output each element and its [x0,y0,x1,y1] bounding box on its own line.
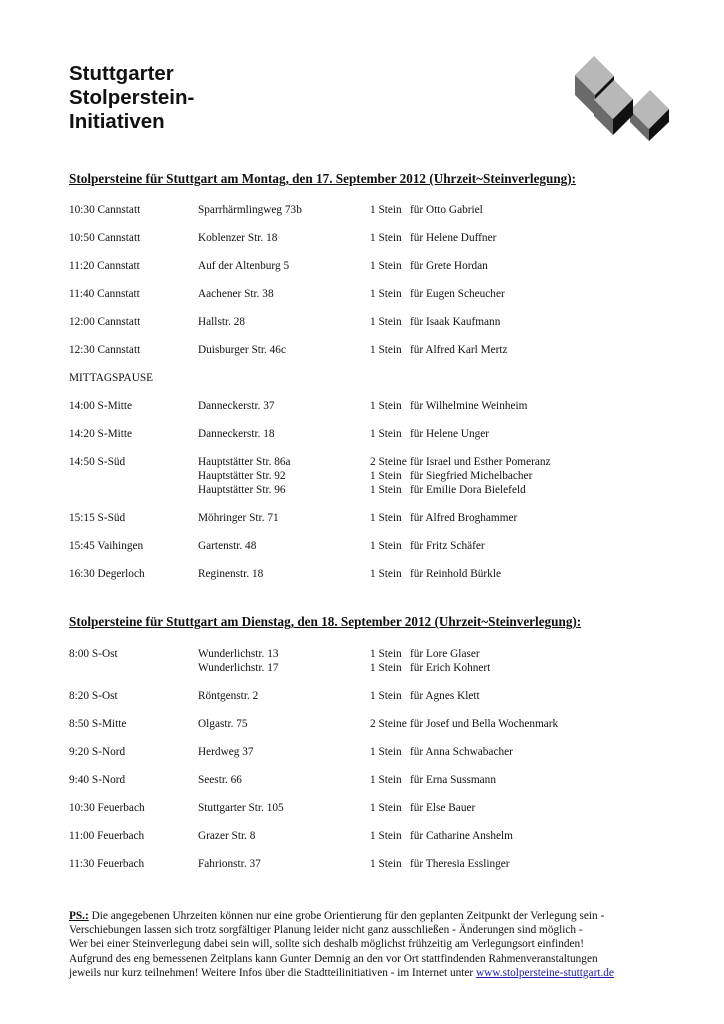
row-time: 9:20 S-Nord [69,746,126,758]
row-time: 11:00 Feuerbach [69,830,145,842]
row-stone-count: 1 Stein [370,316,402,328]
title-line-2: Stolperstein- [69,86,195,109]
schedule-row [69,231,669,245]
schedule-row [69,745,669,759]
row-person: für Otto Gabriel [410,204,483,216]
row-stone-count: 1 Stein [370,568,402,580]
footnote [69,909,669,980]
row-address: Stuttgarter Str. 105 [198,802,284,814]
row-address: Hauptstätter Str. 86a [198,456,291,468]
row-time: 15:15 S-Süd [69,512,126,524]
row-address: Möhringer Str. 71 [198,512,279,524]
row-stone-count: 1 Stein [370,830,402,842]
row-address: Hauptstätter Str. 92 [198,470,286,482]
row-address: Koblenzer Str. 18 [198,232,278,244]
row-stone-count: 1 Stein [370,484,402,496]
footnote-line-5: jeweils nur kurz teilnehmen! Weitere Infos über die Stadtteilinitiativen - im Internet unter [69,966,477,979]
row-time: 10:50 Cannstatt [69,232,141,244]
schedule-row [69,343,669,357]
row-stone-count: 1 Stein [370,540,402,552]
row-address: Seestr. 66 [198,774,242,786]
title-line-3: Initiativen [69,110,165,133]
row-time: 8:20 S-Ost [69,690,118,702]
row-time: 10:30 Feuerbach [69,802,145,814]
row-time: 14:00 S-Mitte [69,400,133,412]
row-stone-count: 1 Stein [370,232,402,244]
schedule-row [69,801,669,815]
lunch-break-row [69,371,669,385]
row-address: Grazer Str. 8 [198,830,256,842]
row-person: für Reinhold Bürkle [410,568,501,580]
schedule-row [69,287,669,301]
schedule-row [69,315,669,329]
row-stone-count: 1 Stein [370,802,402,814]
row-time: 11:20 Cannstatt [69,260,140,272]
row-address: Gartenstr. 48 [198,540,257,552]
row-person: für Agnes Klett [410,690,480,702]
schedule-row [69,427,669,441]
row-stone-count: 1 Stein [370,344,402,356]
schedule-row [69,539,669,553]
schedule-row [69,399,669,413]
row-person: für Erna Sussmann [410,774,496,786]
schedule-row [69,455,669,497]
row-address: Fahrionstr. 37 [198,858,261,870]
row-address: Wunderlichstr. 17 [198,662,279,674]
website-link[interactable]: www.stolpersteine-stuttgart.de [476,966,614,979]
schedule-row [69,829,669,843]
row-stone-count: 1 Stein [370,774,402,786]
schedule-row [69,647,669,675]
footnote-line-2: Verschiebungen lassen sich trotz sorgfältiger Planung leider nicht ganz ausschließen - Änderungen sind möglich - [69,924,583,937]
row-person: für Anna Schwabacher [410,746,513,758]
row-address: Wunderlichstr. 13 [198,648,279,660]
row-stone-count: 1 Stein [370,204,402,216]
row-address: Reginenstr. 18 [198,568,264,580]
row-stone-count: 1 Stein [370,662,402,674]
row-person: für Lore Glaser [410,648,480,660]
row-person: für Siegfried Michelbacher [410,470,533,482]
row-person: für Isaak Kaufmann [410,316,501,328]
row-stone-count: 1 Stein [370,746,402,758]
row-person: für Alfred Broghammer [410,512,518,524]
row-time: 11:30 Feuerbach [69,858,145,870]
row-person: für Theresia Esslinger [410,858,510,870]
row-address: Danneckerstr. 18 [198,428,275,440]
row-address: Röntgenstr. 2 [198,690,259,702]
footnote-line-3: Wer bei einer Steinverlegung dabei sein will, sollte sich deshalb möglichst frühzeitig am Verlegungsort einfinden! [69,938,584,951]
schedule-row [69,511,669,525]
row-time: 11:40 Cannstatt [69,288,140,300]
row-person: für Helene Unger [410,428,490,440]
row-address: Auf der Altenburg 5 [198,260,290,272]
row-address: Hauptstätter Str. 96 [198,484,286,496]
row-person: für Grete Hordan [410,260,488,272]
schedule-row [69,773,669,787]
row-time: 9:40 S-Nord [69,774,126,786]
row-stone-count: 1 Stein [370,470,402,482]
footnote-label: PS.: [69,910,89,922]
row-stone-count: 1 Stein [370,648,402,660]
title-line-1: Stuttgarter [69,62,174,85]
schedule-row [69,857,669,871]
row-person: für Fritz Schäfer [410,540,485,552]
row-time: 8:00 S-Ost [69,648,118,660]
row-address: Duisburger Str. 46c [198,344,286,356]
organization-title [69,62,194,134]
stolperstein-logo-icon [574,55,672,141]
row-stone-count: 1 Stein [370,690,402,702]
row-person: für Helene Duffner [410,232,497,244]
footnote-line-1: Die angegebenen Uhrzeiten können nur eine grobe Orientierung für den geplanten Zeitpunkt der Verlegung sein - [88,910,605,922]
schedule-row [69,203,669,217]
row-person: für Eugen Scheucher [410,288,505,300]
row-address: Olgastr. 75 [198,718,248,730]
row-time: 12:00 Cannstatt [69,316,141,328]
row-stone-count: 2 Steine [370,456,407,468]
row-person: für Wilhelmine Weinheim [410,400,528,412]
row-time: 10:30 Cannstatt [69,204,141,216]
row-person: für Else Bauer [410,802,476,814]
row-person: für Erich Kohnert [410,662,491,674]
row-time: 14:20 S-Mitte [69,428,133,440]
footnote-line-4: Aufgrund des eng bemessenen Zeitplans kann Gunter Demnig an den vor Ort stattfindenden Rahmenveranstaltungen [69,952,598,965]
row-stone-count: 1 Stein [370,858,402,870]
row-stone-count: 1 Stein [370,288,402,300]
row-stone-count: 1 Stein [370,400,402,412]
row-stone-count: 1 Stein [370,512,402,524]
row-stone-count: 1 Stein [370,428,402,440]
row-address: Danneckerstr. 37 [198,400,275,412]
schedule-row [69,689,669,703]
row-person: für Israel und Esther Pomeranz [410,456,551,468]
section-heading-tuesday: Stolpersteine für Stuttgart am Dienstag, den 18. September 2012 (Uhrzeit~Steinverlegung): [69,614,582,629]
schedule-row [69,259,669,273]
row-address: Aachener Str. 38 [198,288,274,300]
row-time: 14:50 S-Süd [69,456,126,468]
row-address: Sparrhärmlingweg 73b [198,204,302,216]
row-stone-count: 1 Stein [370,260,402,272]
row-address: Hallstr. 28 [198,316,246,328]
row-time: 15:45 Vaihingen [69,540,144,552]
row-person: für Josef und Bella Wochenmark [410,718,559,730]
row-person: für Emilie Dora Bielefeld [410,484,526,496]
row-address: Herdweg 37 [198,746,254,758]
row-stone-count: 2 Steine [370,718,407,730]
schedule-row [69,717,669,731]
row-time: 8:50 S-Mitte [69,718,127,730]
row-person: für Catharine Anshelm [410,830,513,842]
row-time: 16:30 Degerloch [69,568,145,580]
lunch-break-label: MITTAGSPAUSE [69,372,154,384]
section-heading-monday: Stolpersteine für Stuttgart am Montag, den 17. September 2012 (Uhrzeit~Steinverlegung): [69,171,577,186]
schedule-row [69,567,669,581]
row-person: für Alfred Karl Mertz [410,344,508,356]
row-time: 12:30 Cannstatt [69,344,141,356]
